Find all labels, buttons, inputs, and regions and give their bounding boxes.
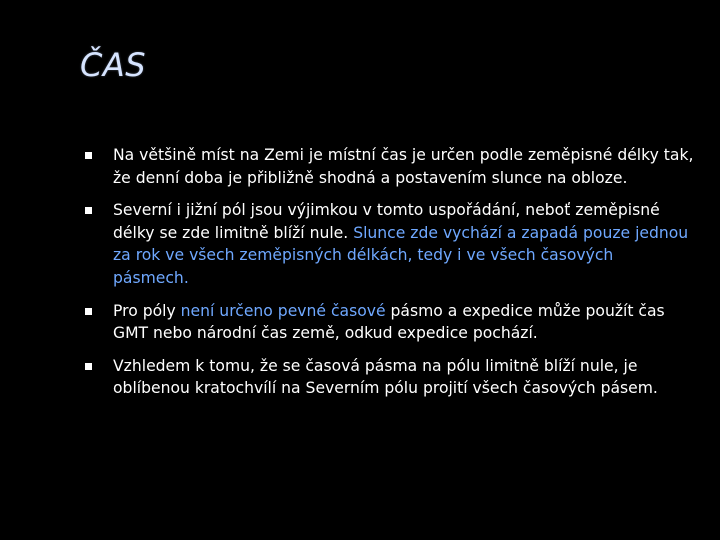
- bullet-item: [84, 199, 694, 289]
- bullet-text: pásmo a expedice může použít čas GMT nebo národní čas země, odkud expedice pochází.: [113, 301, 665, 343]
- bullet-item: [84, 300, 694, 345]
- bullet-list: [84, 144, 694, 410]
- bullet-item: [84, 144, 694, 189]
- slide-title: ČAS: [80, 46, 147, 84]
- bullet-text: Vzhledem k tomu, že se časová pásma na pólu limitně blíží nule, je oblíbenou kratochvílí na Severním pólu projití všech časových pásem.: [113, 356, 658, 398]
- square-bullet-icon: [85, 207, 92, 214]
- square-bullet-icon: [85, 363, 92, 370]
- bullet-text: Na většině míst na Zemi je místní čas je určen podle zeměpisné délky tak, že denní doba je přibližně shodná a postavením slunce na obloze.: [113, 146, 694, 187]
- highlighted-text: není určeno pevné časové: [180, 301, 386, 320]
- bullet-text: Pro póly: [113, 301, 181, 320]
- square-bullet-icon: [85, 152, 92, 159]
- square-bullet-icon: [85, 308, 92, 315]
- bullet-text: Severní i jižní pól jsou výjimkou v tomto uspořádání, neboť zeměpisné délky se zde limitně blíží nule.: [113, 201, 660, 242]
- highlighted-text: Slunce zde vychází a zapadá pouze jednou za rok ve všech zeměpisných délkách, tedy i ve všech časových pásmech.: [113, 223, 689, 287]
- bullet-item: [84, 355, 694, 400]
